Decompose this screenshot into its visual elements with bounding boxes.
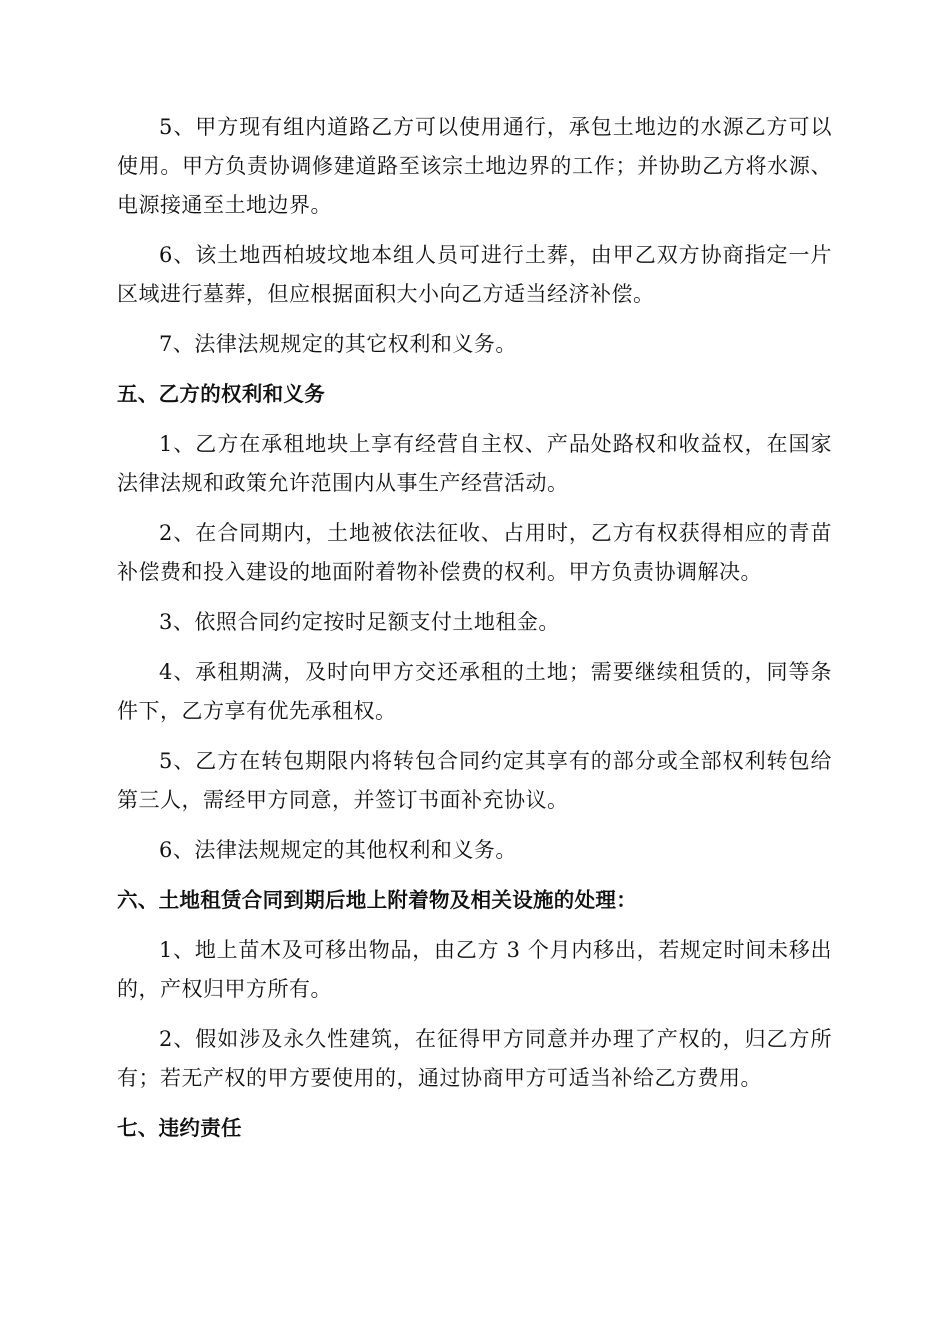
paragraph-5-4: 4、承租期满，及时向甲方交还承租的土地；需要继续租赁的，同等条件下，乙方享有优先承租权。: [117, 660, 832, 723]
paragraph-4-5: 5、甲方现有组内道路乙方可以使用通行，承包土地边的水源乙方可以使用。甲方负责协调修建道路至该宗土地边界的工作；并协助乙方将水源、电源接通至土地边界。: [117, 115, 832, 217]
document-body: [117, 108, 832, 1159]
paragraph-6-2: 2、假如涉及永久性建筑，在征得甲方同意并办理了产权的，归乙方所有；若无产权的甲方要使用的，通过协商甲方可适当补给乙方费用。: [117, 1027, 832, 1090]
paragraph-5-1: 1、乙方在承租地块上享有经营自主权、产品处路权和收益权，在国家法律法规和政策允许范围内从事生产经营活动。: [117, 432, 832, 495]
section-heading-7: 七、违约责任: [117, 1116, 242, 1140]
paragraph-4-7: 7、法律法规规定的其它权利和义务。: [159, 332, 517, 356]
paragraph-5-2: 2、在合同期内，土地被依法征收、占用时，乙方有权获得相应的青苗补偿费和投入建设的地面附着物补偿费的权利。甲方负责协调解决。: [117, 521, 832, 584]
paragraph-5-3: 3、依照合同约定按时足额支付土地租金。: [159, 610, 560, 634]
paragraph-5-6: 6、法律法规规定的其他权利和义务。: [159, 838, 517, 862]
paragraph-6-1: 1、地上苗木及可移出物品，由乙方 3 个月内移出，若规定时间未移出的，产权归甲方所有。: [117, 938, 832, 1001]
paragraph-4-6: 6、该土地西柏坡坟地本组人员可进行土葬，由甲乙双方协商指定一片区域进行墓葬，但应根据面积大小向乙方适当经济补偿。: [117, 243, 832, 306]
section-heading-6: 六、土地租赁合同到期后地上附着物及相关设施的处理：: [117, 888, 637, 912]
paragraph-5-5: 5、乙方在转包期限内将转包合同约定其享有的部分或全部权利转包给第三人，需经甲方同意，并签订书面补充协议。: [117, 749, 832, 812]
section-heading-5: 五、乙方的权利和义务: [117, 382, 325, 406]
